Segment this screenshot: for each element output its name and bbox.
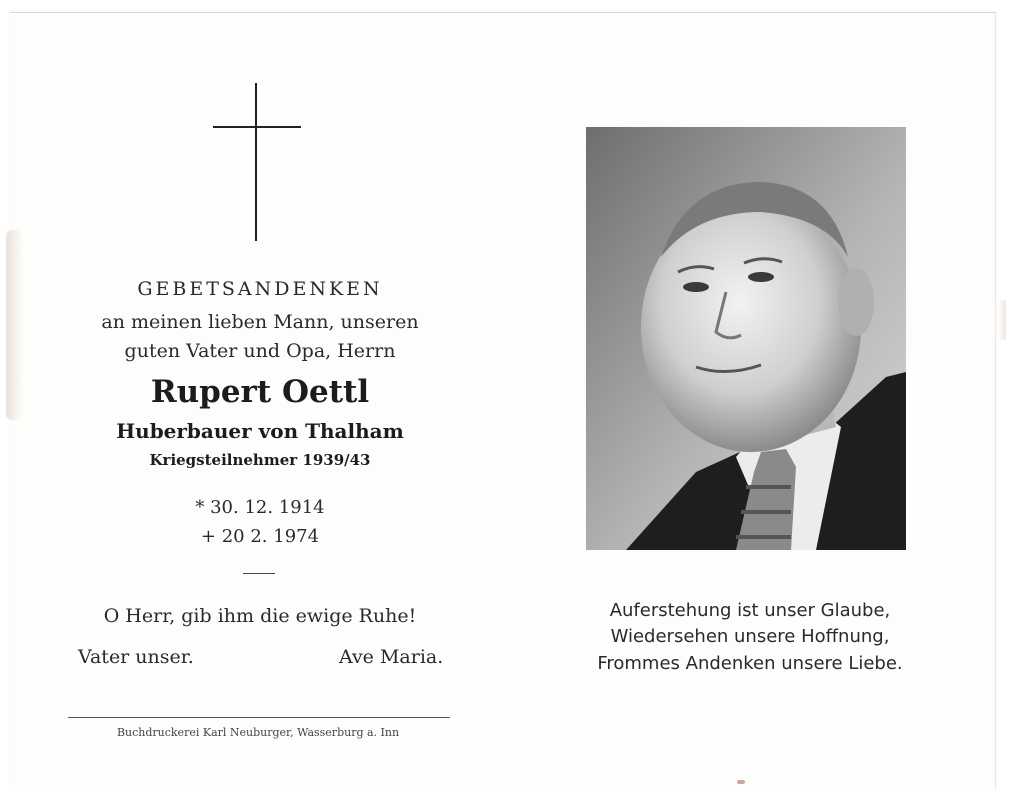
dedication-line-2: guten Vater und Opa, Herrn xyxy=(124,340,396,362)
prayer-line: O Herr, gib ihm die ewige Ruhe! xyxy=(103,605,417,627)
paper-speck xyxy=(737,780,745,784)
deceased-title: Huberbauer von Thalham xyxy=(116,419,404,443)
printer-credit: Buchdruckerei Karl Neuburger, Wasserburg a. Inn xyxy=(116,726,400,739)
deceased-name: Rupert Oettl xyxy=(150,374,370,410)
prayer-ave-maria: Ave Maria. xyxy=(339,646,444,668)
birth-date: * 30. 12. 1914 xyxy=(195,497,325,518)
death-date: + 20 2. 1974 xyxy=(200,526,320,547)
war-service: Kriegsteilnehmer 1939/43 xyxy=(149,451,371,469)
card-heading: GEBETSANDENKEN xyxy=(137,278,383,300)
motto-line-1: Auferstehung ist unser Glaube, xyxy=(609,600,891,621)
divider xyxy=(68,717,450,718)
prayer-vater-unser: Vater unser. xyxy=(78,646,194,668)
dedication-line-1: an meinen lieben Mann, unseren xyxy=(101,311,419,333)
paper-stain xyxy=(998,300,1006,340)
motto-line-3: Frommes Andenken unsere Liebe. xyxy=(597,653,903,674)
motto-line-2: Wiedersehen unsere Hoffnung, xyxy=(610,626,890,647)
portrait-photo xyxy=(586,127,906,550)
divider xyxy=(243,573,275,574)
